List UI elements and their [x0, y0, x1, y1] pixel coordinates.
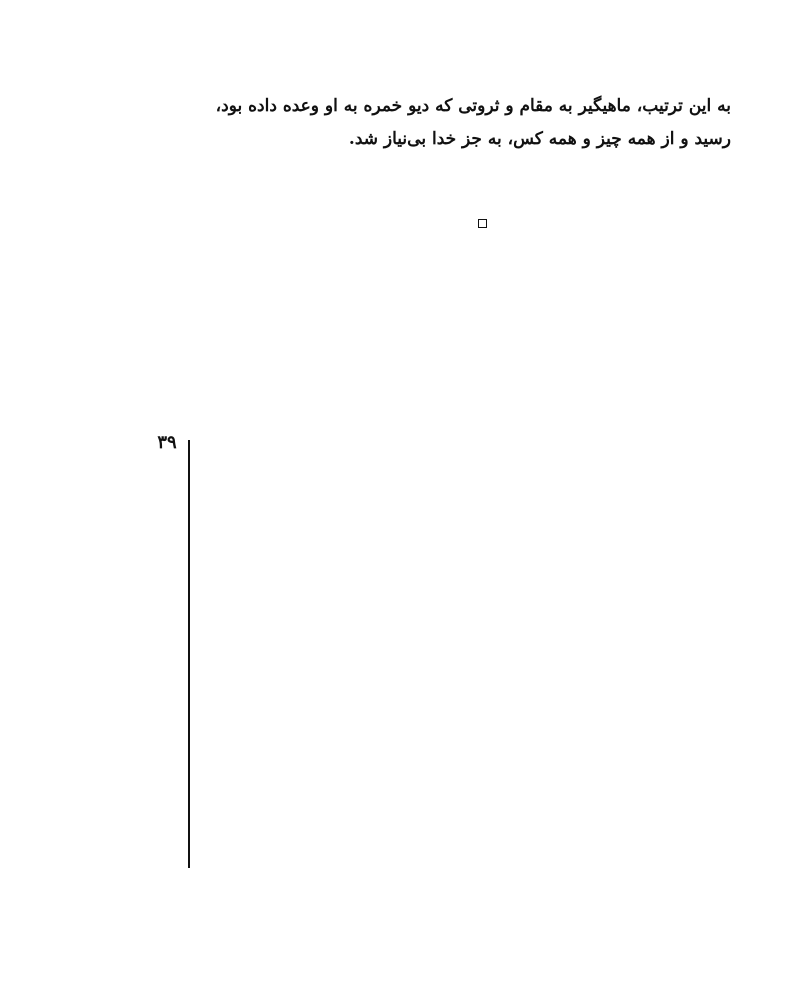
paragraph-line-2: رسید و از همه چیز و همه کس، به جز خدا بی‌نیاز شد.	[348, 129, 731, 149]
story-paragraph	[211, 90, 731, 156]
page-number: ۳۹	[157, 432, 177, 453]
hollow-square-icon	[478, 219, 487, 228]
margin-rule	[188, 440, 190, 868]
paragraph-line-1: به این ترتیب، ماهیگیر به مقام و ثروتی که دیو خمره به او وعده داده بود،	[215, 96, 731, 116]
